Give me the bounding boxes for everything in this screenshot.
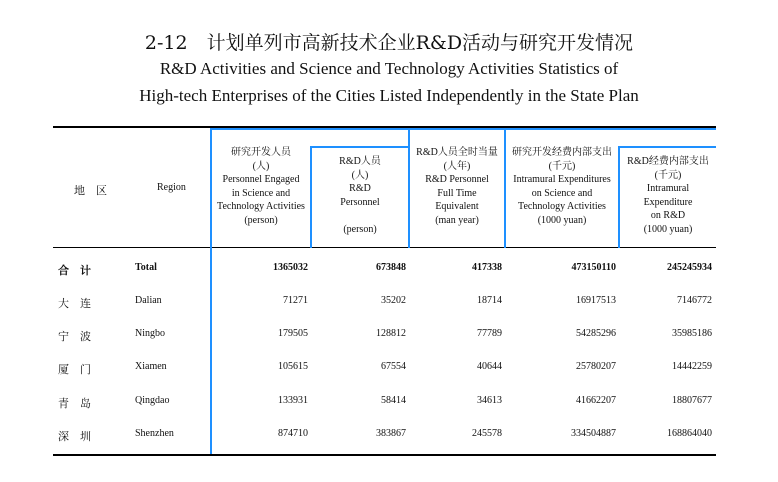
table-cell-value: 105615	[278, 361, 308, 372]
header-subrule-rd-expenditure	[618, 146, 716, 148]
table-cell-value: 40644	[477, 361, 502, 372]
table-cell-value: 71271	[283, 295, 308, 306]
table-cell-value: 41662207	[576, 395, 616, 406]
header-line: Expenditure	[643, 196, 693, 208]
table-cell-value: 1365032	[273, 262, 308, 273]
header-line: (千元)	[654, 169, 682, 181]
row-region-chinese: 合 计	[58, 264, 91, 277]
table-cell-value: 18714	[477, 295, 502, 306]
table-cell-value: 34613	[477, 395, 502, 406]
table-cell-value: 334504887	[571, 428, 616, 439]
header-line: Technology Activities	[518, 201, 606, 212]
header-line: (1000 yuan)	[643, 223, 693, 235]
row-region-english: Dalian	[135, 295, 162, 306]
table-title-chinese: 2-12 计划单列市高新技术企业R&D活动与研究开发情况	[144, 32, 634, 54]
table-cell-value: 77789	[477, 328, 502, 339]
header-col-rd-fte	[410, 146, 504, 227]
table-cell-value: 245578	[472, 428, 502, 439]
header-line: (1000 yuan)	[537, 214, 587, 226]
row-region-english: Xiamen	[135, 361, 167, 372]
row-region-chinese: 宁 波	[58, 330, 91, 343]
header-line: R&D	[349, 183, 371, 194]
table-bottom-rule	[53, 454, 716, 456]
table-cell-value: 35202	[381, 295, 406, 306]
header-col-rd-personnel	[312, 155, 408, 236]
header-line: Personnel	[340, 196, 380, 208]
header-region-chinese: 地 区	[74, 184, 107, 197]
table-cell-value: 35985186	[672, 328, 712, 339]
row-region-chinese: 青 岛	[58, 397, 91, 410]
row-region-chinese: 深 圳	[58, 430, 91, 443]
table-cell-value: 25780207	[576, 361, 616, 372]
header-col-rd-expenditure	[620, 155, 716, 236]
table-cell-value: 874710	[278, 428, 308, 439]
header-line: 研究开发人员	[231, 147, 291, 158]
table-cell-value: 16917513	[576, 295, 616, 306]
header-line: Intramural	[646, 183, 690, 194]
header-line: (人)	[351, 169, 369, 181]
header-line: (person)	[343, 223, 377, 235]
table-cell-value: 179505	[278, 328, 308, 339]
header-line: R&D人员全时当量	[416, 147, 498, 158]
header-line: Equivalent	[435, 201, 479, 212]
table-cell-value: 7146772	[677, 295, 712, 306]
table-title-english-line-2: High-tech Enterprises of the Cities Listed Independently in the State Plan	[139, 86, 639, 105]
table-cell-value: 14442259	[672, 361, 712, 372]
header-line: (person)	[244, 214, 278, 226]
table-cell-value: 18807677	[672, 395, 712, 406]
header-line: Intramural Expenditures	[513, 174, 611, 185]
table-cell-value: 58414	[381, 395, 406, 406]
header-line: on Science and	[531, 187, 593, 199]
header-line: Full Time	[437, 187, 477, 199]
table-cell-value: 417338	[472, 262, 502, 273]
header-bottom-rule	[53, 247, 716, 248]
header-line: R&D Personnel	[425, 174, 489, 185]
header-line: (千元)	[548, 160, 576, 172]
table-cell-value: 383867	[376, 428, 406, 439]
header-region-english: Region	[157, 182, 186, 193]
row-region-english: Shenzhen	[135, 428, 174, 439]
table-cell-value: 168864040	[667, 428, 712, 439]
table-cell-value: 67554	[381, 361, 406, 372]
header-subrule-rd	[310, 146, 410, 148]
header-line: Personnel Engaged	[222, 174, 300, 185]
row-region-english: Total	[135, 262, 157, 273]
table-cell-value: 673848	[376, 262, 406, 273]
table-cell-value: 54285296	[576, 328, 616, 339]
header-line: Technology Activities	[217, 201, 305, 212]
table-cell-value: 128812	[376, 328, 406, 339]
row-region-chinese: 大 连	[58, 297, 91, 310]
header-line: (man year)	[435, 214, 479, 226]
table-cell-value: 473150110	[571, 262, 616, 273]
row-region-english: Qingdao	[135, 395, 170, 406]
header-line: R&D人员	[339, 156, 381, 167]
header-line: R&D经费内部支出	[627, 156, 709, 167]
header-line: (人)	[252, 160, 270, 172]
header-line	[312, 209, 408, 223]
header-col-st-expenditure	[506, 146, 618, 227]
header-col-personnel	[212, 146, 310, 227]
header-line: 研究开发经费内部支出	[512, 147, 612, 158]
header-line: in Science and	[231, 187, 291, 199]
table-title-english-line-1: R&D Activities and Science and Technology Activities Statistics of	[159, 59, 619, 78]
header-subrule-top	[212, 128, 716, 130]
table-cell-value: 245245934	[667, 262, 712, 273]
table-cell-value: 133931	[278, 395, 308, 406]
row-region-chinese: 厦 门	[58, 363, 91, 376]
header-line: (人年)	[443, 160, 471, 172]
header-line: on R&D	[650, 210, 686, 221]
row-region-english: Ningbo	[135, 328, 165, 339]
